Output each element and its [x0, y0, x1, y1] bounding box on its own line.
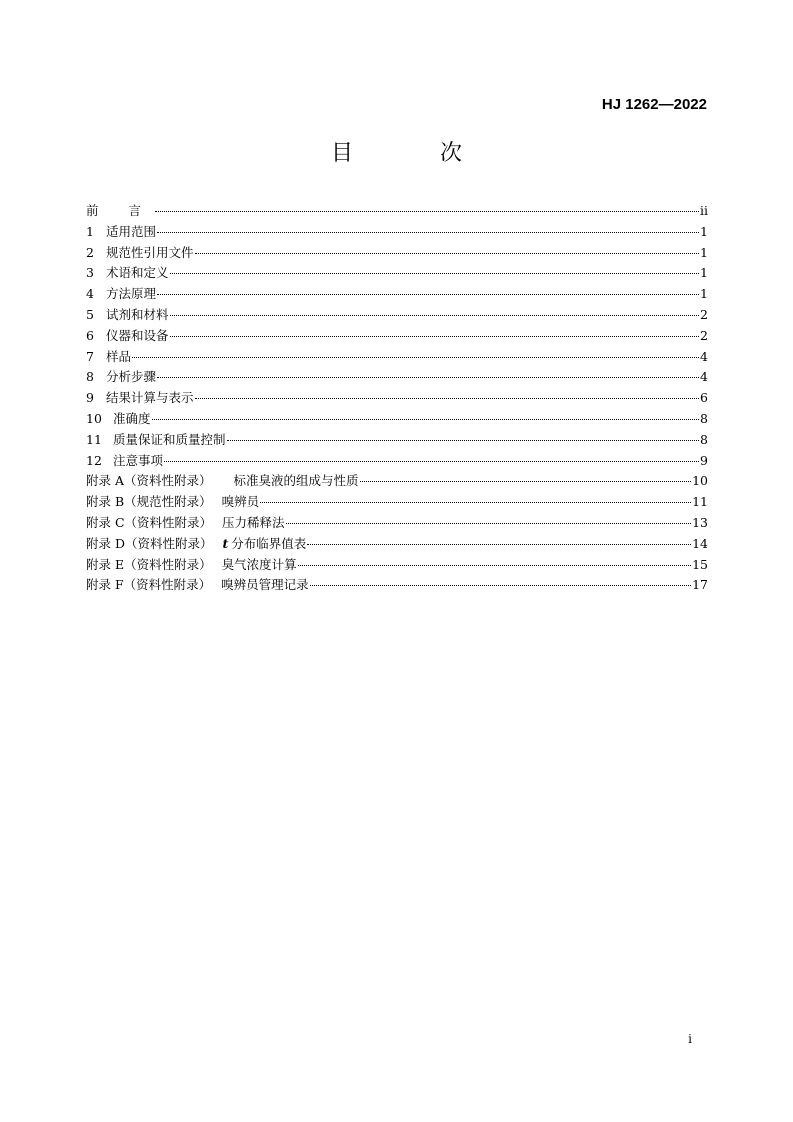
toc-entry-page: 14 — [692, 535, 708, 551]
toc-entry-page: 13 — [692, 514, 708, 530]
dot-leader — [298, 565, 691, 566]
toc-entry-page: 2 — [700, 327, 708, 343]
toc-entry-page: 1 — [700, 244, 708, 260]
toc-entry-page: 1 — [700, 265, 708, 281]
toc-entry-number: 1 — [86, 223, 94, 239]
dot-leader — [310, 585, 691, 586]
dot-leader — [195, 253, 700, 254]
toc-entry-label: 注意事项 — [113, 452, 164, 468]
toc-entry-page: 1 — [700, 286, 708, 302]
toc-entry-number: 9 — [86, 390, 94, 406]
dot-leader — [157, 232, 699, 233]
toc-entry-number: 7 — [86, 348, 94, 364]
toc-entry-label: 准确度 — [113, 410, 151, 426]
dot-leader — [170, 336, 700, 337]
toc-entry-number: 11 — [86, 431, 102, 447]
toc-entry-page: 4 — [700, 348, 708, 364]
dot-leader — [155, 211, 699, 212]
dot-leader — [164, 461, 699, 462]
dot-leader — [152, 419, 700, 420]
toc-entry-chapter[interactable] — [86, 222, 708, 243]
toc-entry-appendix[interactable] — [86, 534, 708, 555]
dot-leader — [307, 544, 691, 545]
toc-entry-number: 2 — [86, 244, 94, 260]
toc-entry-page: 17 — [692, 577, 708, 593]
toc-entry-number: 12 — [86, 452, 102, 468]
appendix-title: 分布临界值表 — [231, 535, 307, 551]
dot-leader — [260, 502, 691, 503]
dot-leader — [157, 294, 699, 295]
toc-entry-number: 8 — [86, 369, 94, 385]
toc-entry-page: 1 — [700, 223, 708, 239]
toc-entry-chapter[interactable] — [86, 409, 708, 430]
appendix-title-wrap — [223, 534, 307, 552]
toc-entry-page: 15 — [692, 556, 708, 572]
appendix-title: 嗅辨员管理记录 — [221, 577, 309, 593]
toc-entry-label: 仪器和设备 — [106, 327, 169, 343]
toc-entry-number: 4 — [86, 286, 94, 302]
toc-entry-appendix[interactable] — [86, 513, 708, 534]
appendix-title: 嗅辨员 — [221, 494, 260, 510]
toc-entry-chapter[interactable] — [86, 430, 708, 451]
toc-entry-number: 6 — [86, 327, 94, 343]
appendix-prefix: 附录 F（资料性附录） — [86, 577, 212, 593]
toc-entry-chapter[interactable] — [86, 388, 708, 409]
standard-code: HJ 1262—2022 — [601, 96, 707, 113]
toc-entry-page: 6 — [700, 390, 708, 406]
toc-entry-page: 8 — [700, 410, 708, 426]
toc-entry-page: ii — [700, 203, 708, 218]
dot-leader — [227, 440, 700, 441]
toc-entry-appendix[interactable] — [86, 492, 708, 513]
toc-entry-label: 结果计算与表示 — [106, 390, 194, 406]
toc-entry-appendix[interactable] — [86, 575, 708, 596]
toc-entry-appendix[interactable] — [86, 471, 708, 492]
appendix-title: 标准臭液的组成与性质 — [233, 473, 359, 489]
toc-entry-chapter[interactable] — [86, 326, 708, 347]
dot-leader — [360, 481, 692, 482]
dot-leader — [170, 273, 700, 274]
toc-title: 目 次 — [331, 141, 502, 166]
toc-entry-chapter[interactable] — [86, 305, 708, 326]
toc-entry-appendix[interactable] — [86, 555, 708, 576]
page-number: i — [688, 1032, 692, 1046]
dot-leader — [157, 377, 699, 378]
toc-entry-page: 11 — [692, 494, 708, 510]
appendix-prefix: 附录 E（资料性附录） — [86, 556, 212, 572]
toc-entry-page: 8 — [700, 431, 708, 447]
toc-entry-page: 10 — [692, 473, 708, 489]
dot-leader — [170, 315, 700, 316]
toc-entry-chapter[interactable] — [86, 263, 708, 284]
toc-entry-label: 质量保证和质量控制 — [113, 431, 226, 447]
toc-entry-label: 适用范围 — [106, 223, 157, 239]
toc-entry-label: 前 言 — [86, 203, 154, 218]
dot-leader — [286, 523, 692, 524]
toc-entry-number: 5 — [86, 306, 94, 322]
appendix-title: 压力稀释法 — [222, 514, 285, 530]
toc-entry-foreword[interactable] — [86, 201, 708, 222]
toc-entry-number: 3 — [86, 265, 94, 281]
toc-entry-number: 10 — [86, 410, 102, 426]
toc-entry-label: 规范性引用文件 — [106, 244, 194, 260]
toc-entry-chapter[interactable] — [86, 243, 708, 264]
dot-leader — [195, 398, 700, 399]
toc-entry-chapter[interactable] — [86, 451, 708, 472]
toc-entry-label: 方法原理 — [106, 286, 157, 302]
table-of-contents — [86, 201, 708, 596]
toc-entry-chapter[interactable] — [86, 347, 708, 368]
appendix-prefix: 附录 C（资料性附录） — [86, 514, 213, 530]
toc-entry-label: 术语和定义 — [106, 265, 169, 281]
appendix-prefix: 附录 B（规范性附录） — [86, 494, 212, 510]
appendix-prefix: 附录 A（资料性附录） — [86, 473, 212, 489]
toc-entry-chapter[interactable] — [86, 284, 708, 305]
toc-entry-page: 9 — [700, 452, 708, 468]
toc-entry-chapter[interactable] — [86, 367, 708, 388]
appendix-title: 臭气浓度计算 — [221, 556, 297, 572]
toc-entry-label: 分析步骤 — [106, 369, 157, 385]
toc-entry-label: 试剂和材料 — [106, 306, 169, 322]
dot-leader — [132, 357, 699, 358]
appendix-prefix: 附录 D（资料性附录） — [86, 535, 213, 551]
toc-entry-label: 样品 — [106, 348, 132, 364]
italic-t-symbol: t — [222, 535, 229, 551]
toc-entry-page: 4 — [700, 369, 708, 385]
toc-entry-page: 2 — [700, 306, 708, 322]
